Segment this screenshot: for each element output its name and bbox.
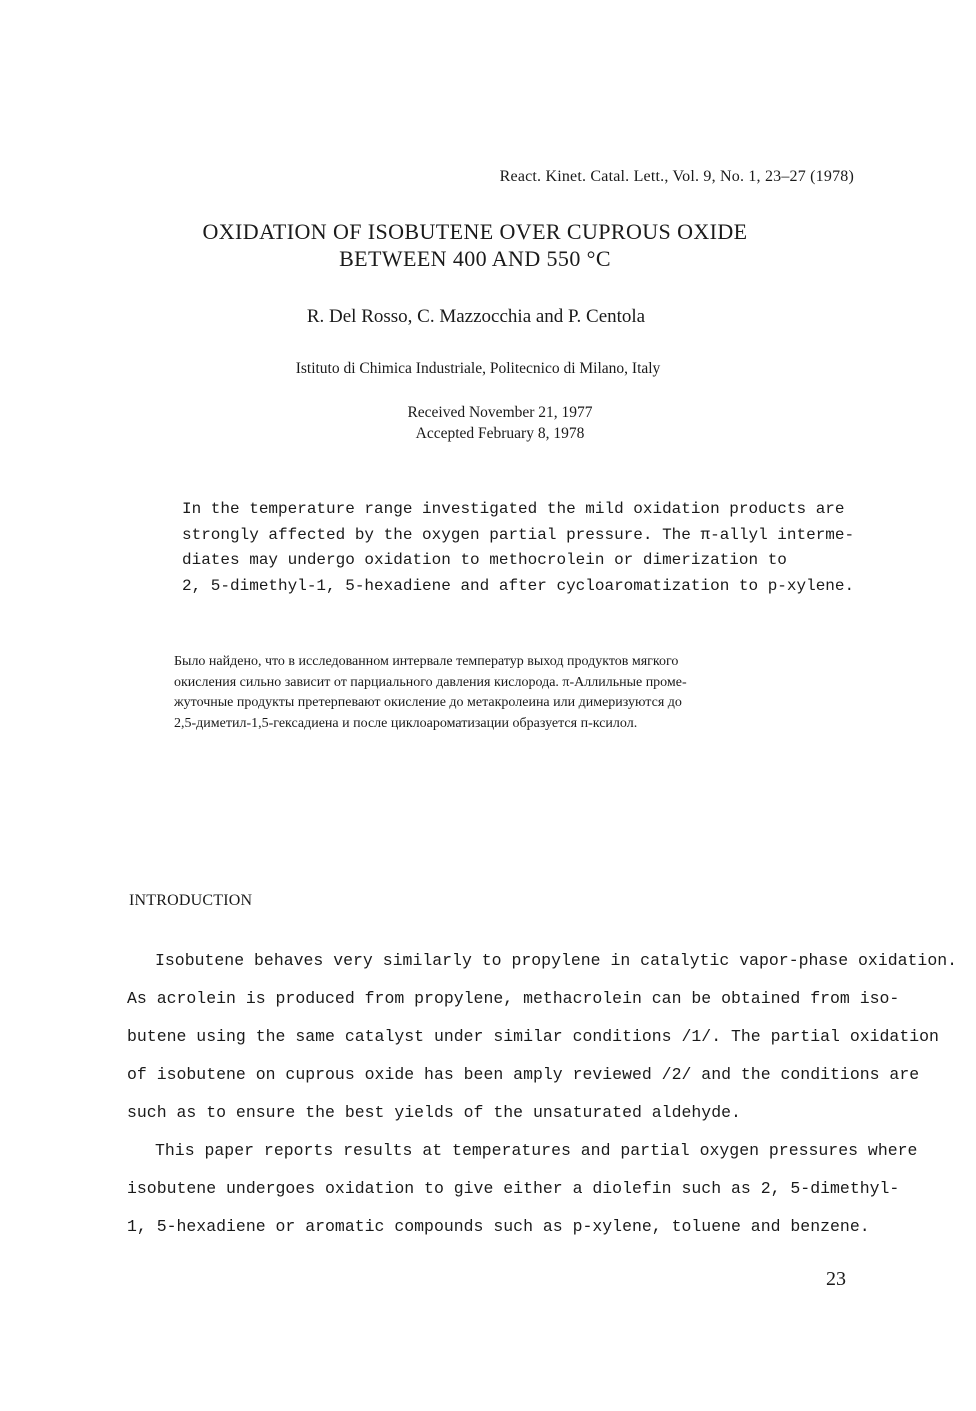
title-line-2: BETWEEN 400 AND 550 °C bbox=[339, 246, 611, 271]
abstract-english bbox=[182, 497, 855, 599]
abstract-line: окисления сильно зависит от парциального давления кислорода. π-Аллильные проме- bbox=[174, 674, 687, 690]
paper-title bbox=[0, 218, 976, 272]
abstract-line: 2, 5-dimethyl-1, 5-hexadiene and after cycloaromatization to p-xylene. bbox=[182, 576, 855, 595]
body-line: butene using the same catalyst under similar conditions /1/. The partial oxidation bbox=[127, 1027, 939, 1046]
abstract-line: In the temperature range investigated the mild oxidation products are bbox=[182, 500, 845, 518]
abstract-line: Было найдено, что в исследованном интервале температур выход продуктов мягкого bbox=[174, 654, 679, 669]
abstract-line: жуточные продукты претерпевают окисление до метакролеина или димеризуются до bbox=[174, 695, 682, 710]
accepted-date: Accepted February 8, 1978 bbox=[415, 425, 585, 442]
body-line: Isobutene behaves very similarly to propylene in catalytic vapor-phase oxidation. bbox=[155, 951, 958, 970]
abstract-russian bbox=[174, 652, 874, 734]
authors: R. Del Rosso, C. Mazzocchia and P. Centola bbox=[306, 306, 646, 327]
dates bbox=[12, 402, 976, 444]
abstract-line: 2,5-диметил-1,5-гексадиена и после циклоароматизации образуется п-ксилол. bbox=[174, 715, 638, 731]
introduction-body bbox=[127, 942, 958, 1246]
body-line: This paper reports results at temperatures and partial oxygen pressures where bbox=[155, 1141, 918, 1160]
abstract-line: strongly affected by the oxygen partial pressure. The π-allyl interme- bbox=[182, 525, 855, 544]
abstract-line: diates may undergo oxidation to methocrolein or dimerization to bbox=[182, 551, 787, 569]
body-line: isobutene undergoes oxidation to give either a diolefin such as 2, 5-dimethyl- bbox=[127, 1179, 900, 1198]
body-line: As acrolein is produced from propylene, methacrolein can be obtained from iso- bbox=[127, 989, 900, 1008]
page-number: 23 bbox=[826, 1268, 846, 1290]
affiliation: Istituto di Chimica Industriale, Politecnico di Milano, Italy bbox=[295, 360, 661, 377]
body-line: of isobutene on cuprous oxide has been amply reviewed /2/ and the conditions are bbox=[127, 1065, 920, 1084]
section-heading: INTRODUCTION bbox=[129, 892, 253, 909]
journal-citation: React. Kinet. Catal. Lett., Vol. 9, No. 1, 23–27 (1978) bbox=[499, 168, 854, 185]
received-date: Received November 21, 1977 bbox=[407, 404, 593, 421]
title-line-1: OXIDATION OF ISOBUTENE OVER CUPROUS OXIDE bbox=[202, 219, 748, 244]
body-line: such as to ensure the best yields of the unsaturated aldehyde. bbox=[127, 1103, 741, 1122]
body-line: 1, 5-hexadiene or aromatic compounds such as p-xylene, toluene and benzene. bbox=[127, 1217, 870, 1236]
